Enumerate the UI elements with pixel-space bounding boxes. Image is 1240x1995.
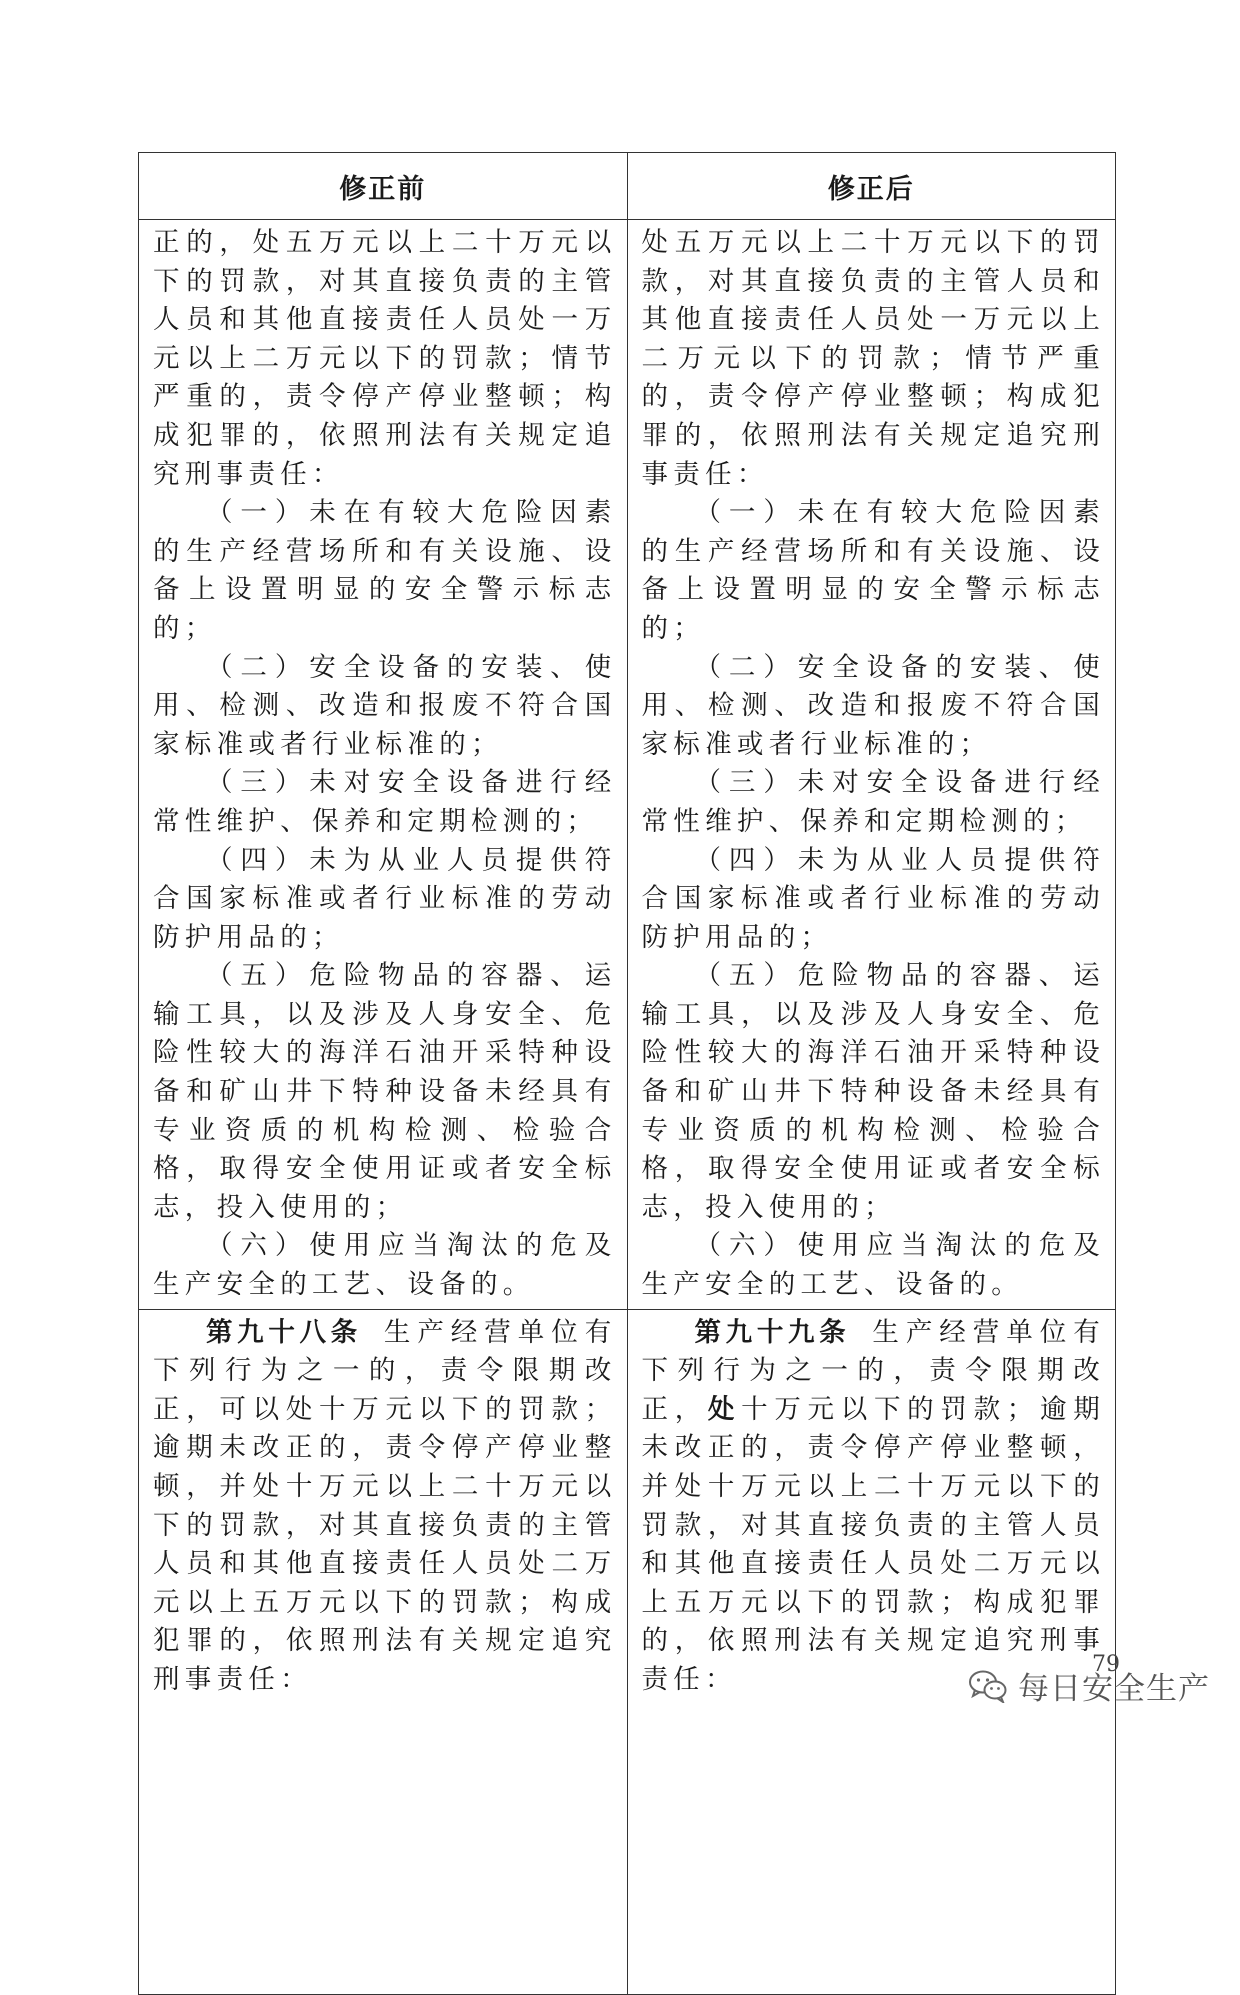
list-item: （四）未为从业人员提供符合国家标准或者行业标准的劳动防护用品的； [153,844,617,953]
list-item: （五）危险物品的容器、运输工具，以及涉及人身安全、危险性较大的海洋石油开采特种设备和矿山井下特种设备未经具有专业资质的机构检测、检验合格，取得安全使用证或者安全标志，投入使用的； [153,960,617,1223]
wechat-icon [968,1669,1008,1703]
paragraph: 处五万元以上二十万元以下的罚款，对其直接负责的主管人员和其他直接责任人员处一万元以上二万元以下的罚款；情节严重的，责令停产停业整顿；构成犯罪的，依照刑法有关规定追究刑事责任： [641,227,1105,490]
list-item: （二）安全设备的安装、使用、检测、改造和报废不符合国家标准或者行业标准的； [153,651,617,760]
list-item: （三）未对安全设备进行经常性维护、保养和定期检测的； [641,767,1105,837]
list-item: （三）未对安全设备进行经常性维护、保养和定期检测的； [153,767,617,837]
article-number: 第九十八条 [206,1316,362,1348]
cell-after [627,220,1116,1310]
cell-after [627,1309,1116,1994]
list-item: （六）使用应当淘汰的危及生产安全的工艺、设备的。 [641,1230,1105,1301]
list-item: （二）安全设备的安装、使用、检测、改造和报废不符合国家标准或者行业标准的； [641,651,1105,760]
list-item: （一）未在有较大危险因素的生产经营场所和有关设施、设备上设置明显的安全警示标志的； [641,497,1105,644]
watermark-text: 每日安全生产 [1018,1671,1210,1707]
paragraph: 正的，处五万元以上二十万元以下的罚款，对其直接负责的主管人员和其他直接责任人员处一万元以上二万元以下的罚款；情节严重的，责令停产停业整顿；构成犯罪的，依照刑法有关规定追究刑事责任： [153,227,617,490]
article-paragraph [153,1314,617,1700]
article-text: 生产经营单位有下列行为之一的，责令限期改正， [641,1316,1105,1425]
list-item: （五）危险物品的容器、运输工具，以及涉及人身安全、危险性较大的海洋石油开采特种设备和矿山井下特种设备未经具有专业资质的机构检测、检验合格，取得安全使用证或者安全标志，投入使用的； [641,960,1105,1223]
table-row [139,220,1116,1310]
page-number: 79 [1092,1652,1120,1677]
header-before: 修正前 [139,153,628,220]
article-number: 第九十九条 [694,1316,851,1348]
table-header-row [139,153,1116,220]
list-item: （四）未为从业人员提供符合国家标准或者行业标准的劳动防护用品的； [641,844,1105,953]
table-row [139,1309,1116,1994]
header-after: 修正后 [627,153,1116,220]
cell-before [139,220,628,1310]
list-item: （六）使用应当淘汰的危及生产安全的工艺、设备的。 [153,1230,617,1301]
watermark [968,1663,1210,1708]
article-text-emphasis: 处 [707,1393,742,1425]
comparison-table [138,152,1116,1995]
article-text: 十万元以下的罚款；逾期未改正的，责令停产停业整顿，并处十万元以上二十万元以下的罚款，对其直接负责的主管人员和其他直接责任人员处二万元以上五万元以下的罚款；构成犯罪的，依照刑法有关规定追究刑事责任： [641,1393,1105,1695]
cell-before [139,1309,628,1994]
article-paragraph [642,1314,1106,1700]
list-item: （一）未在有较大危险因素的生产经营场所和有关设施、设备上设置明显的安全警示标志的； [153,497,617,644]
article-text: 生产经营单位有下列行为之一的，责令限期改正，可以处十万元以下的罚款；逾期未改正的，责令停产停业整顿，并处十万元以上二十万元以下的罚款，对其直接负责的主管人员和其他直接责任人员处二万元以上五万元以下的罚款；构成犯罪的，依照刑法有关规定追究刑事责任： [153,1316,617,1695]
